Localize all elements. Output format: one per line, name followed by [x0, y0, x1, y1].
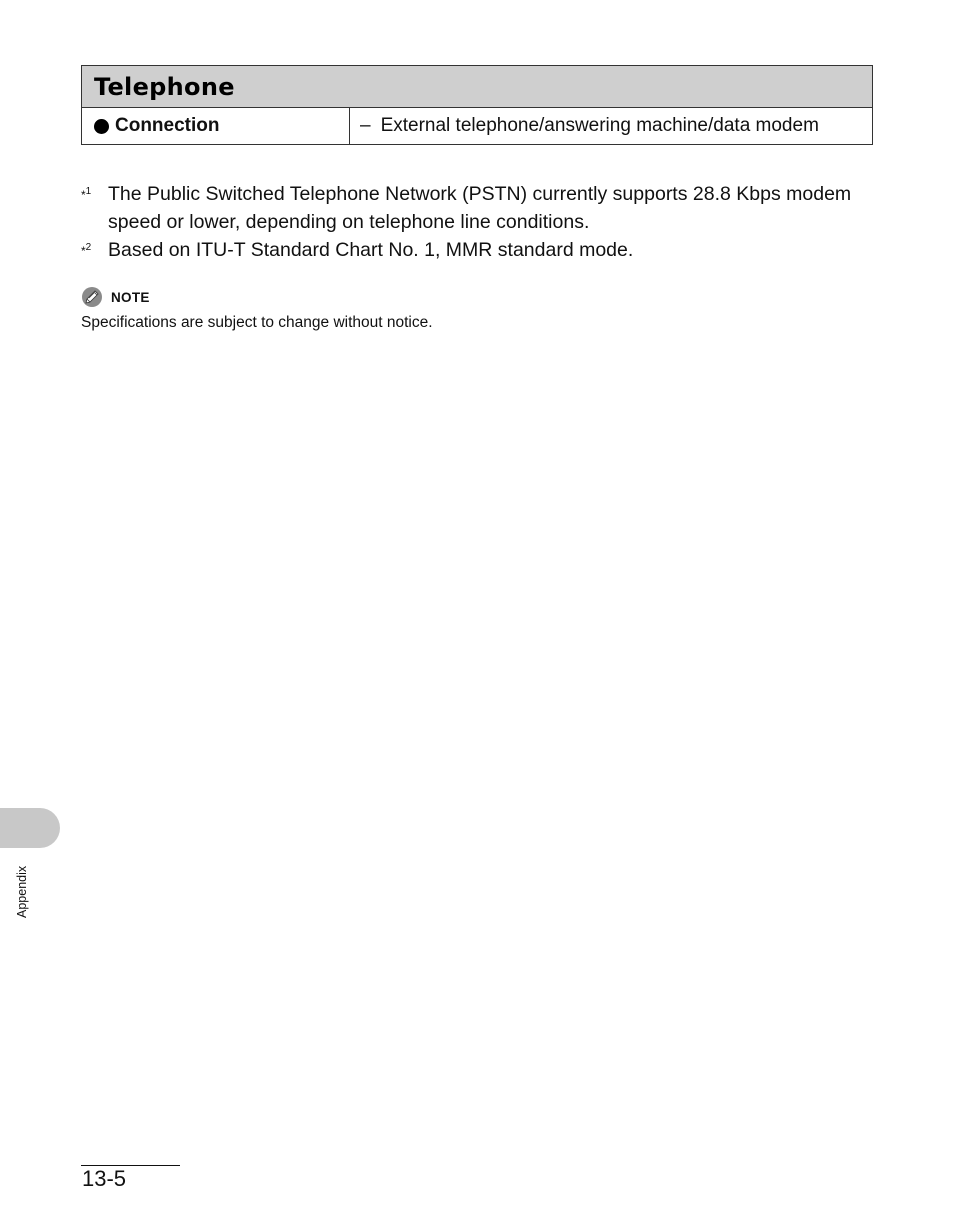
side-tab-label: Appendix — [15, 865, 29, 918]
dash-mark: – — [360, 115, 371, 136]
pencil-note-icon — [81, 286, 103, 308]
spec-label-text: Connection — [115, 115, 220, 136]
note-label: NOTE — [111, 289, 150, 305]
spec-table-header — [82, 66, 872, 108]
spec-table-title: Telephone — [94, 72, 235, 101]
footnote-mark: *$^1$ — [81, 186, 92, 202]
note-block — [81, 286, 781, 332]
spec-cell-value — [350, 108, 872, 144]
spec-row-connection — [82, 108, 872, 144]
footnote-mark: *$^2$ — [81, 242, 92, 258]
footnote-1 — [81, 180, 871, 236]
footnote-2 — [81, 236, 871, 264]
bullet-icon — [94, 119, 109, 134]
footnote-text: The Public Switched Telephone Network (PSTN) currently supports 28.8 Kbps modem speed or lower, depending on telephone line conditions. — [108, 183, 852, 233]
footnote-text: Based on ITU-T Standard Chart No. 1, MMR standard mode. — [108, 239, 634, 261]
side-tab — [0, 808, 60, 848]
spec-value-text: External telephone/answering machine/data modem — [380, 115, 819, 136]
spec-cell-label — [82, 108, 350, 144]
note-text: Specifications are subject to change without notice. — [81, 314, 433, 331]
note-heading — [81, 286, 781, 308]
page-number: 13-5 — [82, 1166, 127, 1191]
footnotes — [81, 180, 871, 264]
spec-table — [81, 65, 873, 145]
